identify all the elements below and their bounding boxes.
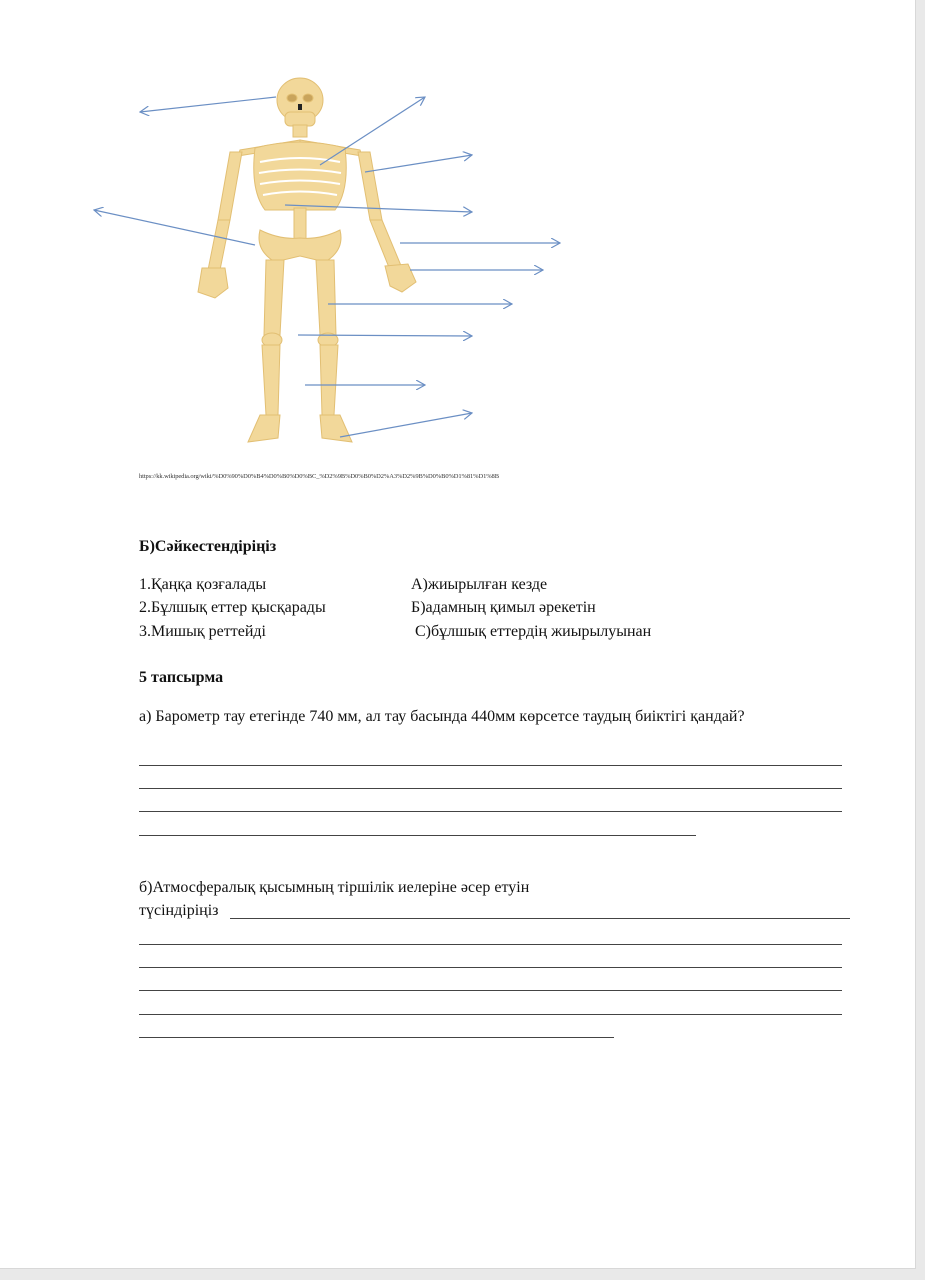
matching-right-item: А)жиырылған кезде [411, 576, 548, 593]
answer-line [139, 1037, 614, 1038]
arrow-ribs [320, 97, 425, 165]
answer-line [139, 765, 842, 766]
answer-line [139, 944, 842, 945]
matching-left-item: 1.Қаңқа қозғалады [139, 576, 267, 593]
task5-title: 5 тапсырма [139, 669, 224, 686]
answer-line [139, 1014, 842, 1015]
matching-left-item: 2.Бұлшық еттер қысқарады [139, 599, 326, 616]
arrow-foot [340, 413, 472, 437]
answer-line [139, 990, 842, 991]
matching-right-item: С)бұлшық еттердің жиырылуынан [415, 623, 652, 640]
matching-right-item: Б)адамның қимыл әрекетін [411, 599, 596, 616]
task5-question-a: а) Барометр тау етегінде 740 мм, ал тау басында 440мм көрсетсе таудың биіктігі қандай? [139, 708, 745, 725]
matching-title: Б)Сәйкестендіріңіз [139, 538, 277, 555]
figure-source-url[interactable]: https://kk.wikipedia.org/wiki/%D0%90%D0%B4%D0%B0%D0%BC_%D2%9B%D0%B0%D2%A3%D2%9B%D0%B0%D1%81%D1%8B [139, 473, 499, 480]
answer-line [230, 918, 850, 919]
answer-line [139, 967, 842, 968]
arrow-humerus [365, 155, 472, 172]
skeleton-bones [198, 78, 416, 442]
answer-line [139, 788, 842, 789]
task5-question-b-line1: б)Атмосфералық қысымның тіршілік иелеріне әсер етуін [139, 879, 530, 896]
task5-question-b-line2: түсіндіріңіз [139, 902, 219, 919]
matching-left-item: 3.Мишық реттейді [139, 623, 266, 640]
skeleton-illustration [80, 70, 580, 460]
skeleton-figure [80, 70, 580, 460]
answer-line [139, 811, 842, 812]
answer-line [139, 835, 696, 836]
arrow-skull [140, 97, 276, 112]
